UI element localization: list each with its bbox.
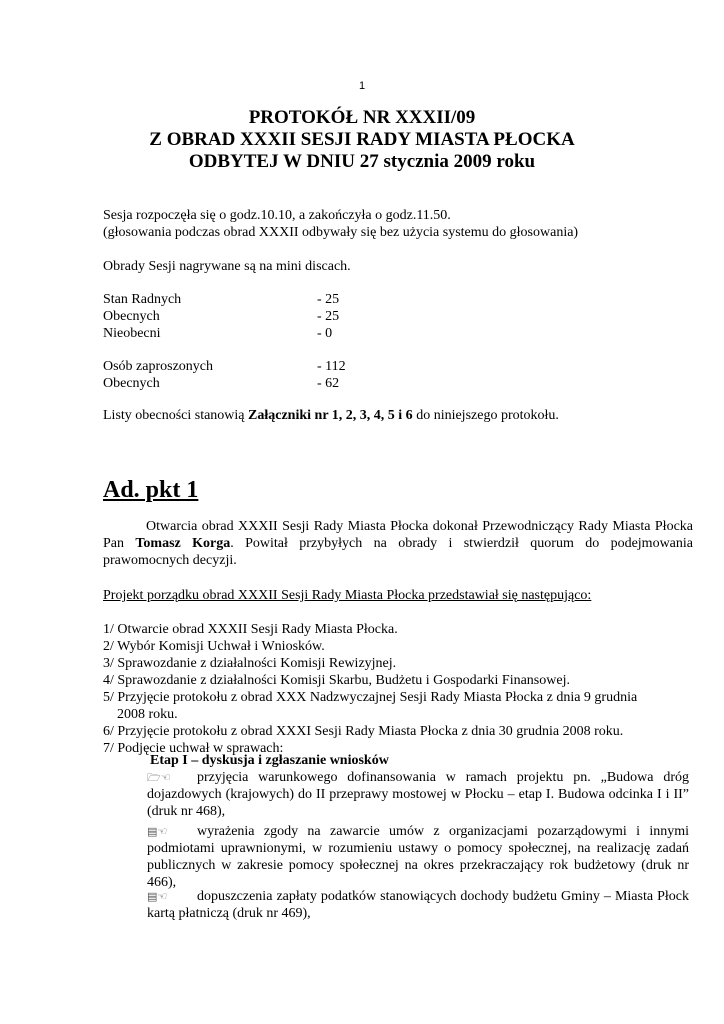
resolution-item — [147, 888, 689, 922]
agenda-list — [103, 621, 693, 757]
resolution-item — [147, 823, 689, 891]
attendance-value: - 62 — [317, 376, 340, 391]
session-time-line: Sesja rozpoczęła się o godz.10.10, a zakończyła o godz.11.50. — [103, 208, 451, 223]
attachments-prefix: Listy obecności stanowią — [103, 408, 249, 423]
folder-hand-icon: 🗁☜ — [147, 771, 171, 784]
resolution-text: przyjęcia warunkowego dofinansowania w ramach projektu pn. „Budowa dróg dojazdowych (krajowych) do II przeprawy mostowej w Płocku – etap I. Budowa odcinka I i II” (druk nr 468), — [147, 770, 689, 819]
agenda-item: 7/ Podjęcie uchwał w sprawach: — [103, 741, 284, 756]
recording-note: Obrady Sesji nagrywane są na mini discach. — [103, 259, 351, 274]
title-line-1: PROTOKÓŁ NR XXXII/09 — [248, 107, 476, 128]
attendance-label: Stan Radnych — [103, 292, 182, 307]
attachments-note — [103, 407, 693, 424]
title-line-3: ODBYTEJ W DNIU 27 stycznia 2009 roku — [188, 151, 536, 172]
agenda-item: 3/ Sprawozdanie z działalności Komisji Rewizyjnej. — [103, 656, 397, 671]
agenda-item: 5/ Przyjęcie protokołu z obrad XXX Nadzwyczajnej Sesji Rady Miasta Płocka z dnia 9 grudnia — [103, 690, 638, 705]
attendance-label: Nieobecni — [103, 326, 161, 341]
agenda-item-continuation: 2008 roku. — [117, 707, 178, 722]
stage-heading: Etap I – dyskusja i zgłaszanie wniosków — [150, 753, 389, 768]
resolution-item — [147, 769, 689, 820]
attendance-value: - 25 — [317, 292, 340, 307]
list-hand-icon: ▤☜ — [147, 890, 168, 903]
agenda-item: 6/ Przyjęcie protokołu z obrad XXXI Sesji Rady Miasta Płocka z dnia 30 grudnia 2008 roku. — [103, 724, 624, 739]
opening-text-end: . Powitał przybyłych na obrady i stwierdził quorum do podejmowania prawomocnych decyzji. — [103, 536, 694, 568]
attachments-suffix: do niniejszego protokołu. — [412, 408, 559, 423]
chairman-name: Tomasz Korga — [135, 536, 231, 551]
voting-note: (głosowania podczas obrad XXXII odbywały się bez użycia systemu do głosowania) — [103, 225, 579, 240]
attendance-value: - 0 — [317, 326, 333, 341]
opening-text: Otwarcia obrad XXXII Sesji Rady Miasta Płocka dokonał Przewodniczący Rady Miasta Płocka Pan — [103, 519, 693, 551]
page-number: 1 — [358, 80, 366, 92]
document-title — [0, 107, 724, 173]
attendance-label: Obecnych — [103, 309, 160, 324]
section-heading: Ad. pkt 1 — [103, 477, 199, 503]
agenda-item: 2/ Wybór Komisji Uchwał i Wniosków. — [103, 639, 325, 654]
agenda-item: 1/ Otwarcie obrad XXXII Sesji Rady Miasta Płocka. — [103, 622, 398, 637]
title-line-2: Z OBRAD XXXII SESJI RADY MIASTA PŁOCKA — [149, 129, 575, 150]
attendance-value: - 25 — [317, 309, 340, 324]
session-times — [103, 207, 693, 241]
attachments-numbers: Załączniki nr 1, 2, 3, 4, 5 i 6 — [248, 408, 413, 423]
agenda-title: Projekt porządku obrad XXXII Sesji Rady Miasta Płocka przedstawiał się następująco: — [103, 588, 592, 603]
agenda-item: 4/ Sprawozdanie z działalności Komisji Skarbu, Budżetu i Gospodarki Finansowej. — [103, 673, 570, 688]
resolution-text: dopuszczenia zapłaty podatków stanowiących dochody budżetu Gminy – Miasta Płock kartą płatniczą (druk nr 469), — [147, 889, 689, 921]
opening-paragraph — [103, 518, 693, 569]
attendance-label: Obecnych — [103, 376, 160, 391]
resolution-text: wyrażenia zgody na zawarcie umów z organizacjami pozarządowymi i innymi podmiotami uprawnionymi, w rozumieniu ustawy o pomocy społecznej, na realizację zadań publicznych w zakresie pomocy społecznej na okres przekraczający rok budżetowy (druk nr 466), — [147, 824, 689, 890]
attendance-label: Osób zaproszonych — [103, 359, 214, 374]
attendance-value: - 112 — [317, 359, 346, 374]
list-hand-icon: ▤☜ — [147, 825, 168, 838]
